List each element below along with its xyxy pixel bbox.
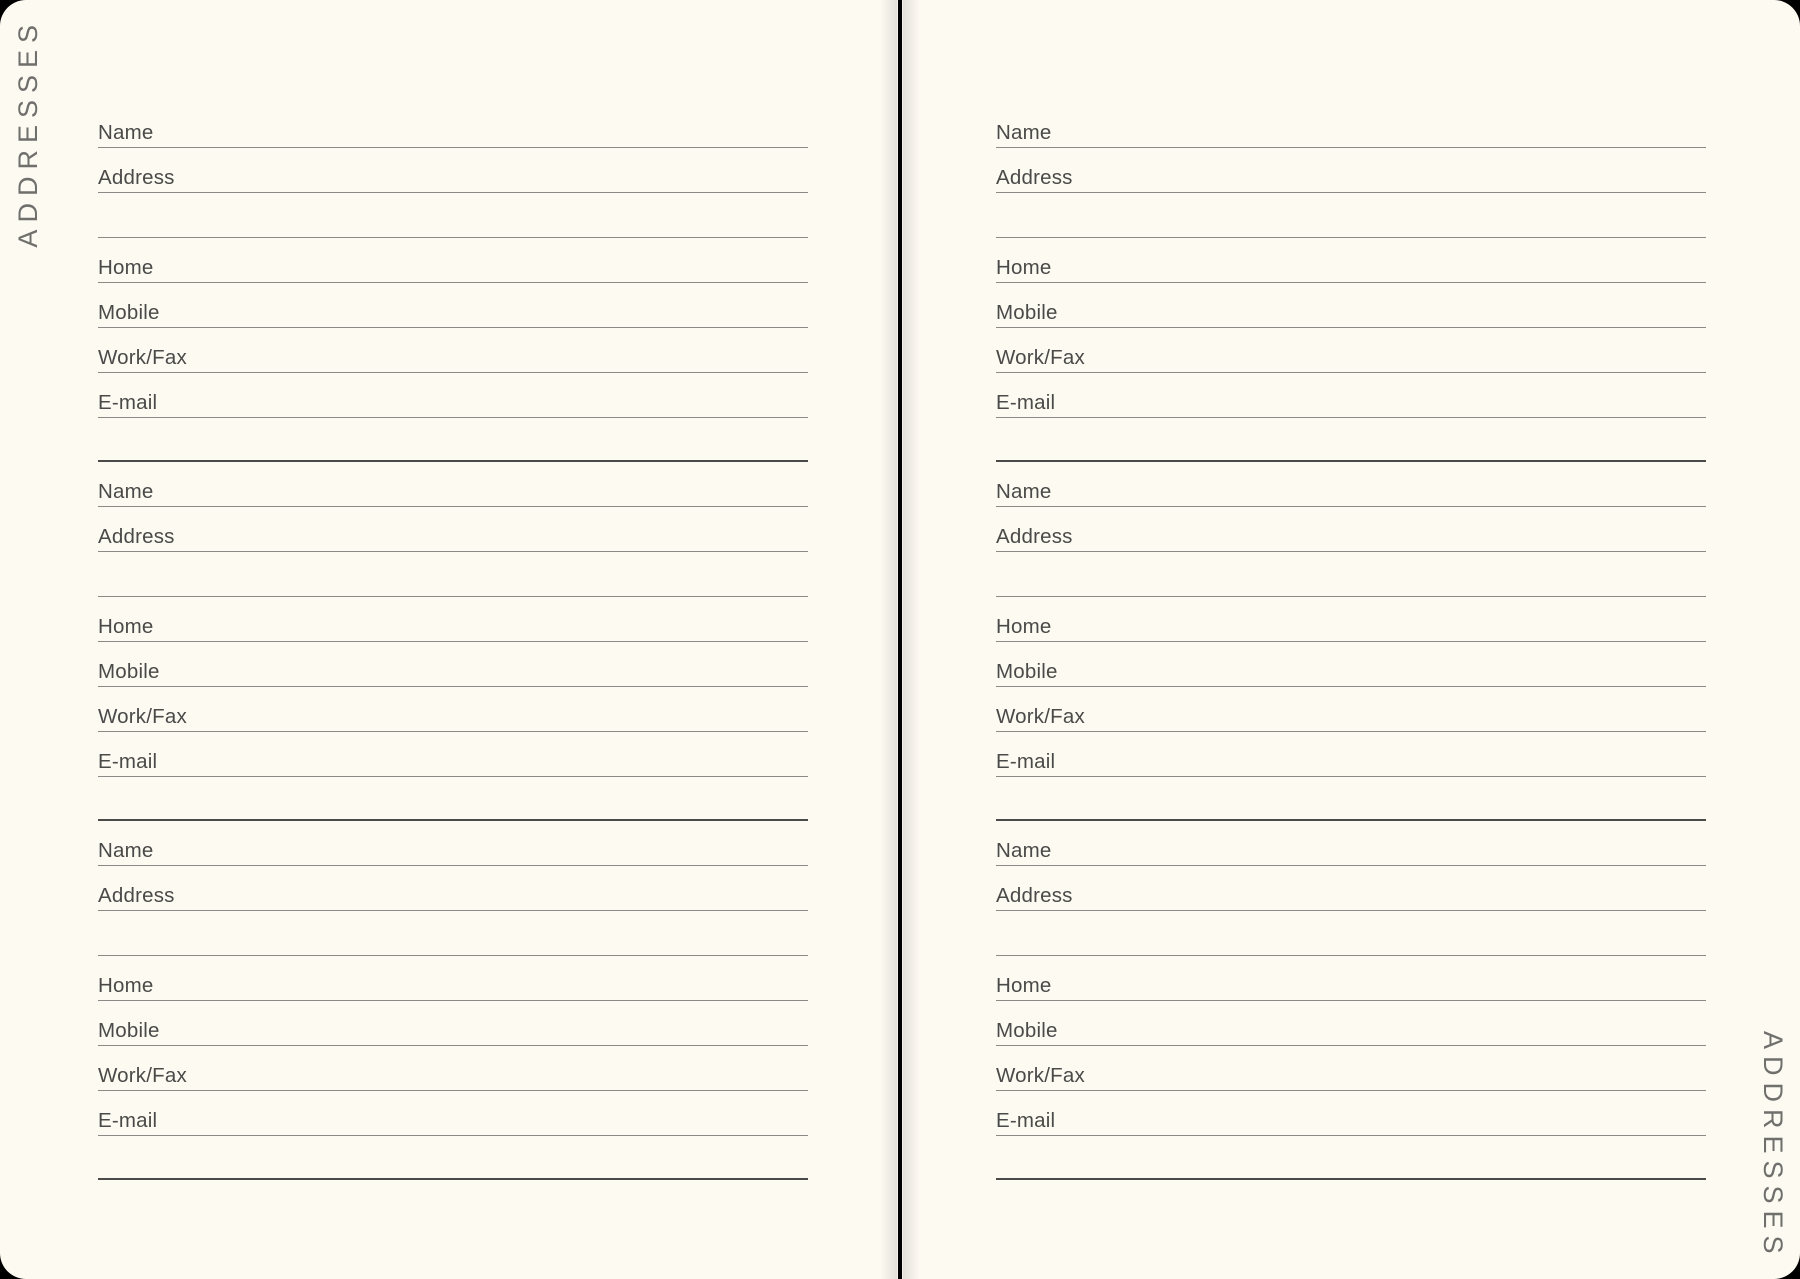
field-address-continued[interactable] (98, 193, 808, 238)
field-address[interactable] (996, 148, 1706, 193)
field-home[interactable] (98, 597, 808, 642)
field-name[interactable] (98, 462, 808, 507)
field-work-fax[interactable] (98, 328, 808, 373)
field-name[interactable] (996, 462, 1706, 507)
field-name[interactable] (996, 821, 1706, 866)
field-mobile[interactable] (996, 283, 1706, 328)
field-address[interactable] (996, 866, 1706, 911)
side-tab-label-left: ADDRESSES (13, 18, 43, 248)
field-label: Work/Fax (996, 1063, 1085, 1087)
side-tab-label-right: ADDRESSES (1758, 1031, 1788, 1261)
field-address-continued[interactable] (98, 552, 808, 597)
field-name[interactable] (996, 103, 1706, 148)
field-label: E-mail (996, 1108, 1056, 1132)
field-name[interactable] (98, 103, 808, 148)
field-label: E-mail (98, 1108, 158, 1132)
field-email[interactable] (996, 373, 1706, 418)
field-work-fax[interactable] (98, 687, 808, 732)
field-mobile[interactable] (98, 642, 808, 687)
field-label: Name (98, 479, 154, 503)
entry-separator (996, 1136, 1706, 1180)
field-label: Work/Fax (98, 345, 187, 369)
field-address[interactable] (996, 507, 1706, 552)
contact-entry[interactable] (996, 462, 1706, 821)
field-address-continued[interactable] (996, 552, 1706, 597)
field-address-continued[interactable] (996, 911, 1706, 956)
field-mobile[interactable] (996, 642, 1706, 687)
field-label: Name (98, 838, 154, 862)
field-label: Address (98, 524, 175, 548)
contact-entry[interactable] (996, 103, 1706, 462)
field-home[interactable] (98, 956, 808, 1001)
entry-separator (98, 1136, 808, 1180)
field-label: Address (98, 165, 175, 189)
field-label: Name (996, 838, 1052, 862)
field-home[interactable] (996, 956, 1706, 1001)
field-label: Home (98, 255, 154, 279)
field-label: Mobile (98, 659, 160, 683)
field-label: Home (996, 614, 1052, 638)
entry-separator (996, 777, 1706, 821)
field-label: Address (996, 524, 1073, 548)
field-label: Name (98, 120, 154, 144)
field-label: Work/Fax (996, 345, 1085, 369)
left-page-entries (98, 103, 808, 1180)
field-mobile[interactable] (996, 1001, 1706, 1046)
field-label: Work/Fax (996, 704, 1085, 728)
field-work-fax[interactable] (996, 328, 1706, 373)
contact-entry[interactable] (98, 103, 808, 462)
entry-separator (98, 777, 808, 821)
field-label: Mobile (996, 1018, 1058, 1042)
field-address-continued[interactable] (98, 911, 808, 956)
field-label: Mobile (98, 1018, 160, 1042)
field-label: Name (996, 479, 1052, 503)
field-mobile[interactable] (98, 1001, 808, 1046)
field-label: E-mail (996, 390, 1056, 414)
field-label: Home (98, 614, 154, 638)
field-label: Address (996, 883, 1073, 907)
field-label: Mobile (996, 300, 1058, 324)
entry-separator (996, 418, 1706, 462)
field-work-fax[interactable] (996, 687, 1706, 732)
contact-entry[interactable] (98, 462, 808, 821)
field-label: E-mail (98, 749, 158, 773)
field-home[interactable] (996, 238, 1706, 283)
field-work-fax[interactable] (98, 1046, 808, 1091)
field-address[interactable] (98, 866, 808, 911)
field-email[interactable] (996, 1091, 1706, 1136)
page-gutter (898, 0, 902, 1279)
field-label: Mobile (98, 300, 160, 324)
field-address-continued[interactable] (996, 193, 1706, 238)
field-address[interactable] (98, 148, 808, 193)
field-label: Home (996, 973, 1052, 997)
field-name[interactable] (98, 821, 808, 866)
field-home[interactable] (996, 597, 1706, 642)
field-label: Work/Fax (98, 1063, 187, 1087)
field-email[interactable] (98, 1091, 808, 1136)
field-work-fax[interactable] (996, 1046, 1706, 1091)
contact-entry[interactable] (996, 821, 1706, 1180)
field-label: Home (996, 255, 1052, 279)
field-label: E-mail (996, 749, 1056, 773)
field-mobile[interactable] (98, 283, 808, 328)
field-label: Home (98, 973, 154, 997)
entry-separator (98, 418, 808, 462)
right-page-entries (996, 103, 1706, 1180)
left-page (0, 0, 898, 1279)
field-label: E-mail (98, 390, 158, 414)
field-email[interactable] (98, 732, 808, 777)
field-home[interactable] (98, 238, 808, 283)
contact-entry[interactable] (98, 821, 808, 1180)
field-label: Address (996, 165, 1073, 189)
field-email[interactable] (98, 373, 808, 418)
field-label: Work/Fax (98, 704, 187, 728)
field-address[interactable] (98, 507, 808, 552)
field-label: Mobile (996, 659, 1058, 683)
field-label: Name (996, 120, 1052, 144)
field-label: Address (98, 883, 175, 907)
field-email[interactable] (996, 732, 1706, 777)
